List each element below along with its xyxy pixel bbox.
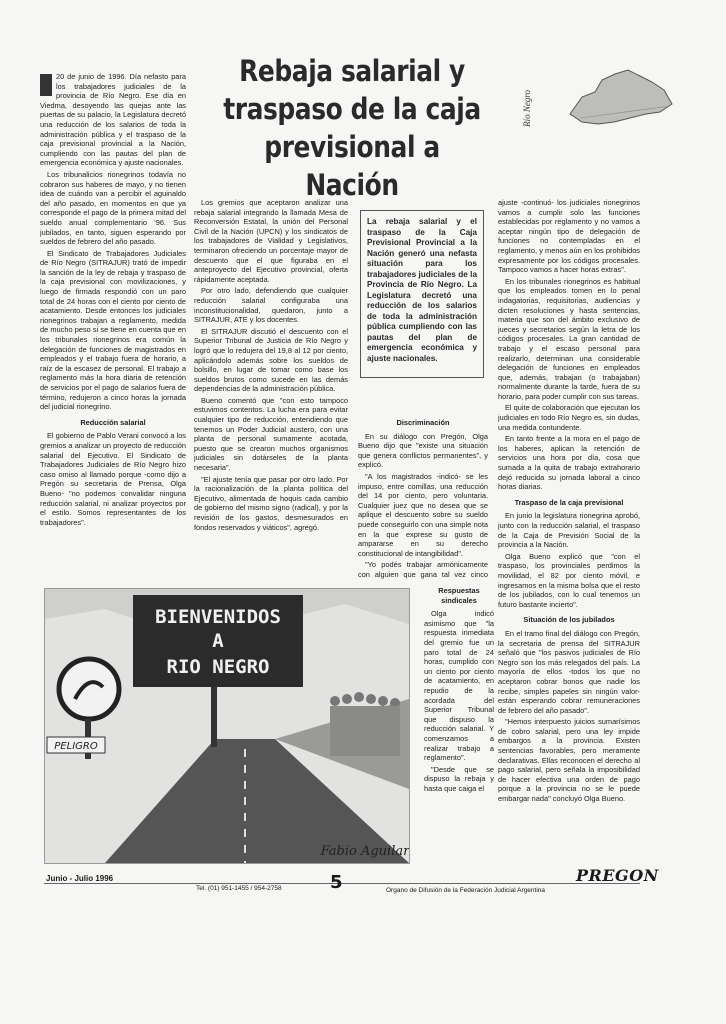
column-3 [358,412,488,580]
paragraph: En los tribunales rionegrinos es habitual que los empleados tomen en lo penal indagatorias, requisitorias, audiencias y dicten resoluciones y hasta sentencias, materia que son del ámbito exclusivo de jueces y secretarios según la letra de los códigos procesales. La gran cantidad de trabajo y el escaso personal para realizarlo, determinan una considerable delegación de funciones en empleados que, además, trabajan (o trabajaban) normalmente durante la tarde, fuera de su horario, para poder cumplir con sus tareas. [498,276,640,401]
sign-line-1: BIENVENIDOS [155,606,281,628]
sign-line-2: A [212,630,224,652]
footer-date: Junio - Julio 1996 [46,874,114,883]
subheading-traspaso: Traspaso de la caja previsional [514,497,624,507]
paragraph: Los tribunalicios rionegrinos todavía no cobraron sus haberes de mayo, y no tienen idea de cuándo van a percibir el aguinaldo del año pasado, en momentos en que ya corresponde el pago de la primera mitad del sueldo anual complementario '96. Sus jubilados, en tanto, siguen esperando por sueldos de febrero del año pasado. [40,169,186,247]
sign-line-3: RIO NEGRO [166,656,270,678]
artist-signature: Fabio Aguilar [320,844,409,859]
cartoon-illustration [44,588,410,864]
column-3b [424,580,494,870]
paragraph: En su diálogo con Pregón, Olga Bueno dijo que "existe una situación que genera conflictos permanentes", y explicó. [358,431,488,470]
paragraph: "Hemos interpuesto juicios sumarísimos de cobro salarial, pero una ley impide embargos a la provincia. Existen sentencias favorables, pero meramente declarativas. Ellas reconocen el derecho al pago salarial, pero señala la imposibilidad de hacer efectiva una orden de pago porque a la provincia no se le puede embargar nada" concluyó Olga Bueno. [498,717,640,804]
column-2 [194,198,348,580]
paragraph: "Yo podés trabajar armónicamente con alguien que gana tal vez cinco [358,560,488,579]
paragraph: El quite de colaboración que ejecutan los judiciales en todo Río Negro es, sin dudas, una medida contundente. [498,403,640,432]
drop-cap [40,74,52,96]
rio-negro-map-icon [560,52,680,147]
footer-organization: Organo de Difusión de la Federación Judicial Argentina [386,887,545,894]
paragraph: Olga indicó asimismo que "la respuesta inmediata del gremio fue un paro total de 24 horas, cumplido con un ciento por ciento de acatamiento, en repudio de la acordada del Superior Tribunal que dispuso la reducción salarial. Y comenzamos a realizar trabajo a reglamento". [424,609,494,763]
paragraph: "A los magistrados -indicó- se les impuso, entre comillas, una reducción del 14 por ciento, pero voluntaria. Cualquier juez que no desea que se aplique el descuento sobre su sueldo puede conseguirlo con una simple nota en la que exprese su gusto de ampararse en su derecho constitucional de intangibilidad". [358,471,488,558]
subheading-respuestas: Respuestas sindicales [438,586,480,605]
cartoon-drawing [45,589,409,863]
headline [218,52,486,204]
paragraph: Por otro lado, defendiendo que cualquier reducción salarial configuraba una inconstitucionalidad, quedaron, junto a SITRAJUR, ATE y los docentes. [194,286,348,325]
page-number: 5 [330,872,343,893]
hazard-sign [59,659,119,719]
column-4 [498,198,640,870]
headline-line-3: previsional a Nación [264,130,440,202]
paragraph: "Desde que se dispuso la rebaja y hasta que caiga el [424,764,494,793]
paragraph: Bueno comentó que "con esto tampoco estuvimos contentos. La lucha era para evitar cualquier tipo de reducción, entendiendo que tenemos un Poder Judicial austero, con una planta de personal sumamente acotada, puesto que se crearon muchos organismos judiciales sin dotárseles de la planta necesaria". [194,395,348,473]
paragraph: El gobierno de Pablo Verani convocó a los gremios a analizar un proyecto de reducción salarial del Ejecutivo. El Sindicato de Trabajadores Judiciales de Río Negro hizo caso omiso al llamado porque -como dijo a Pregón su secretaria de Prensa, Olga Bueno- "no podemos convalidar ninguna reducción salarial, ni analizar proyectos por el estilo. Somos representantes de los trabajadores". [40,431,186,527]
subheading-reduccion: Reducción salarial [80,417,146,427]
headline-line-2: traspaso de la caja [223,92,481,126]
paragraph: En tanto frente a la mora en el pago de los haberes, aplican la retención de servicios una hora por día, cosa que sumada a la quita de trabajo extrahorario dejó reducida su jornada laboral a cinco horas diarias. [498,434,640,492]
column-1 [40,72,186,580]
paragraph: Olga Bueno explicó que "con el traspaso, los provinciales perdimos la movilidad, el 82 por ciento móvil, e ingresamos en la misma bolsa que el resto de los jubilados, con lo cual tenemos un futuro bastante incierto". [498,551,640,609]
paragraph: Los gremios que aceptaron analizar una rebaja salarial integrando la llamada Mesa de Reconversión Estatal, la unión del Personal Civil de la Nación (UPCN) y los sindicatos de los trabajadores de Vialidad y Legislativos, terminaron ofreciendo un porcentaje mayor de descuento que el que figuraba en el anteproyecto del Ejecutivo provincial, oferta rápidamente aceptada. [194,198,348,284]
headline-line-1: Rebaja salarial y [239,54,465,88]
pull-quote-box: La rebaja salarial y el traspaso de la Caja Previsional Provincial a la Nación generó una nefasta situación para los trabajadores judiciales de la Provincia de Río Negro. La Legislatura decretó una reducción de los salarios de toda la administración pública cumpliendo con las pautas del plan de emergencia económica y ajuste nacionales. [360,210,484,378]
paragraph: En junio la legislatura rionegrina aprobó, junto con la reducción salarial, el traspaso de la Caja de Previsión Social de la provincia a la Nación. [498,511,640,550]
footer-phone: Tel. (01) 951-1455 / 954-2758 [196,885,282,892]
paragraph: ajuste -continuó- los judiciales rionegrinos vamos a cumplir solo las funciones establecidas por reglamento y no vamos a aceptar ningún tipo de delegación de funciones no contempladas en el reglamento, y menos aún en los prohibidos expresamente por los códigos procesales. Tampoco vamos a hacer horas extras". [498,198,640,275]
paragraph: El Sindicato de Trabajadores Judiciales de Río Negro (SITRAJUR) trató de impedir la sanción de la ley de rebaja y traspaso de la caja previsional con movilizaciones, y luego de firmada respondió con un paro total de 24 horas con el ciento por ciento de acatamiento. Desde entonces los judiciales rionegrinos trabajan a reglamento, medida de mucho peso si se tiene en cuenta que en los tribunales rionegrinos era común la delegación de funciones de magistrados en empleados y el trabajo fuera de horario, a raíz de la escasez de personal. El trabajo a reglamento más la hora diaria de retención de servicios por el pago de salarios fuera de término, redujeron a cinco horas la jornada del judicial rionegrino. [40,248,186,412]
paragraph: El SITRAJUR discutió el descuento con el Superior Tribunal de Justicia de Río Negro y logró que lo redujera del 19,8 al 12 por ciento, aplicándolo además sobre los sueldos de bolsillo, en lugar de tomar como base los sueldos brutos como sucede en las demás dependencias de la administración pública. [194,326,348,394]
paragraph: "El ajuste tenía que pasar por otro lado. Por la racionalización de la planta política del Ejecutivo, alimentada de hoquis cada cambio de gobierno del mismo signo (radical), y por la revisión de los gastos, desmesurados en fondos reservados y viáticos", agregó. [194,474,348,532]
subheading-jubilados: Situación de los jubilados [523,615,615,625]
hazard-label: PELIGRO [54,741,98,752]
section-tag: Río Negro [522,90,532,127]
subheading-discriminacion: Discriminación [396,418,450,427]
paragraph: 20 de junio de 1996. Día nefasto para los trabajadores judiciales de la provincia de Río Negro. Ese día en Viedma, desoyendo las quejas ante las puertas de su palacio, la Legislatura decretó una reducción de los salarios de toda la administración pública y el traspaso de la caja previsional provincial a la Nación, cumpliendo con las pautas del plan de emergencia económica y ajuste nacionales. [40,72,186,168]
pregon-logo: PREGON [576,866,659,885]
paragraph: En el tramo final del diálogo con Pregón, la secretaria de prensa del SITRAJUR señaló que "los pasivos judiciales de Río Negro son los más relegados del país. La mayoría de ellos -todos los que no aceptaron cobrar bonos que nadie los recibe, simples papeles sin ningún valor- están esperando cobrar remuneraciones de febrero del año pasado". [498,628,640,715]
